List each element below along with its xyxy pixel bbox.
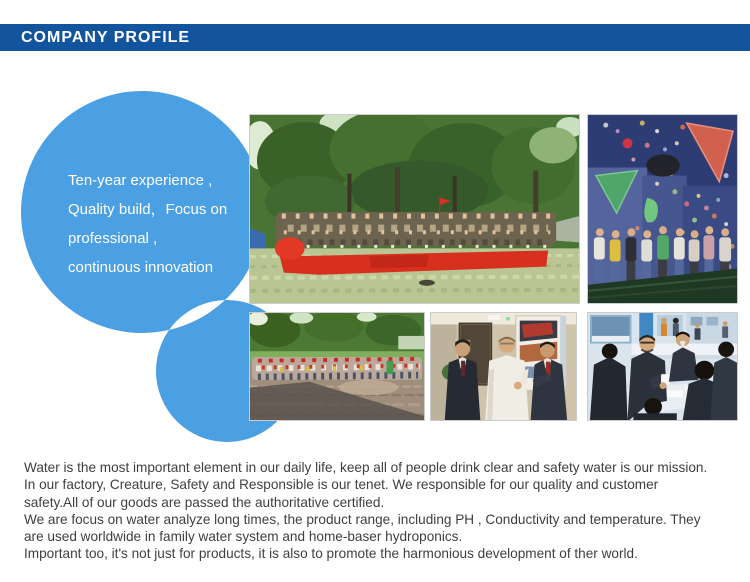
photo-office-meeting [430, 312, 577, 421]
slogan-line: Quality build，Focus on [68, 201, 228, 218]
slogan-line: Ten-year experience , [68, 172, 213, 189]
photo-trade-show-meeting [587, 312, 738, 421]
climbing-wall-illustration [588, 115, 737, 303]
description-line: Important too, it's not just for products, it is also to promote the harmonious development of ther world. [24, 546, 638, 562]
description-line: safety.All of our goods are passed the authoritative certified. [24, 494, 385, 510]
description-line: In our factory, Creature, Safety and Responsible is our tenet. We responsible for our quality and customer [24, 477, 659, 493]
red-team-activity-illustration [250, 313, 424, 420]
slogan-line: continuous innovation [68, 259, 214, 276]
office-meeting-illustration [431, 313, 576, 420]
company-description [24, 459, 744, 563]
photo-climbing-wall [587, 114, 738, 304]
description-line: are used worldwide in family water system and home-baser hydroponics. [24, 529, 463, 545]
intro-slogan [68, 166, 253, 282]
slogan-line: professional , [68, 230, 158, 247]
outdoor-team-group-illustration [250, 115, 579, 303]
description-line: We are focus on water analyze long times, the product range, including PH , Conductivity and temperature. They [24, 511, 701, 527]
trade-show-meeting-illustration [588, 313, 737, 420]
description-line: Water is the most important element in our daily life, keep all of people drink clear and safety water is our mission. [24, 460, 708, 475]
section-title: COMPANY PROFILE [21, 28, 191, 46]
photo-outdoor-team-group [249, 114, 580, 304]
photo-red-team-activity [249, 312, 425, 421]
